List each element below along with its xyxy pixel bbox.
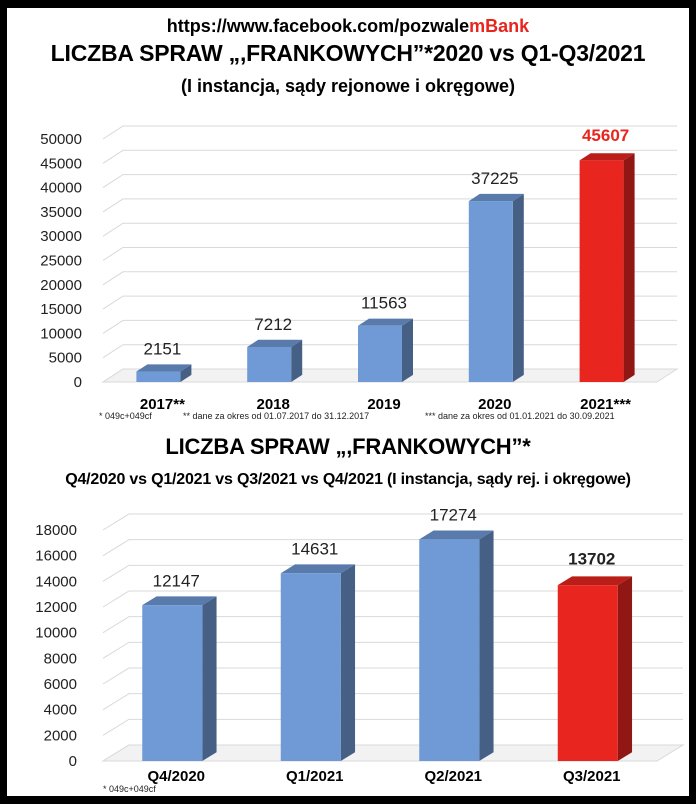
x-category-label: 2017**: [139, 396, 185, 413]
y-tick-label: 0: [68, 753, 77, 770]
y-tick-label: 4000: [43, 701, 77, 719]
chart2-plot: [7, 8, 689, 796]
x-category-label: 2020: [478, 396, 512, 413]
y-tick-label: 0: [73, 374, 82, 391]
y-tick-label: 18000: [35, 522, 77, 539]
x-category-label: 2018: [256, 396, 290, 413]
url-prefix: https://www.facebook.com/pozwale: [166, 16, 470, 36]
data-label: 14631: [291, 539, 339, 559]
footnote: *** dane za okres od 01.01.2021 do 30.09.2021: [425, 411, 615, 421]
chart1-title: LICZBA SPRAW „,FRANKOWYCH”*2020 vs Q1-Q3/2021: [50, 40, 646, 66]
bar-front: [558, 585, 618, 761]
y-tick-label: 35000: [40, 203, 82, 221]
bar-front: [142, 605, 202, 761]
chart2-subtitle: Q4/2020 vs Q1/2021 vs Q3/2021 vs Q4/2021 (I instancja, sądy rej. i okręgowe): [65, 471, 631, 488]
y-tick-label: 14000: [35, 573, 77, 591]
y-tick-label: 2000: [43, 727, 77, 745]
data-label: 17274: [429, 505, 477, 525]
y-tick-label: 15000: [40, 301, 82, 319]
y-tick-label: 10000: [35, 624, 77, 642]
data-label: 7212: [254, 314, 293, 334]
y-tick-label: 10000: [40, 325, 82, 343]
x-category-label: Q3/2021: [562, 768, 621, 785]
x-category-label: Q4/2020: [147, 768, 206, 785]
bar: [281, 564, 355, 761]
y-tick-label: 5000: [48, 349, 82, 367]
y-tick-label: 20000: [40, 276, 82, 294]
chart1-subtitle: (I instancja, sądy rejonowe i okręgowe): [180, 76, 516, 96]
x-category-label: 2021***: [580, 396, 632, 413]
y-tick-label: 16000: [35, 547, 77, 565]
bar: [558, 576, 632, 761]
data-label: 2151: [143, 339, 182, 359]
bar-side: [341, 564, 355, 761]
x-category-label: Q2/2021: [424, 768, 483, 785]
footnote: ** dane za okres od 01.07.2017 do 31.12.2017: [183, 411, 370, 421]
bar-side: [479, 531, 493, 761]
y-tick-label: 12000: [35, 599, 77, 616]
data-label: 11563: [360, 293, 408, 313]
y-tick-label: 30000: [40, 228, 82, 246]
y-tick-label: 40000: [40, 179, 82, 197]
bar-front: [419, 539, 479, 761]
bar-front: [281, 573, 341, 761]
x-category-label: Q1/2021: [285, 768, 344, 785]
bar-side: [618, 576, 632, 761]
bar: [142, 596, 216, 761]
url-brand: mBank: [469, 16, 530, 36]
data-label: 37225: [471, 168, 519, 188]
data-label: 45607: [581, 126, 630, 146]
bar: [419, 531, 493, 761]
y-tick-label: 45000: [40, 155, 82, 173]
x-category-label: 2019: [367, 396, 401, 413]
data-label: 12147: [152, 571, 200, 591]
y-tick-label: 8000: [43, 650, 77, 668]
bar-side: [202, 596, 216, 761]
y-tick-label: 50000: [40, 131, 82, 148]
y-tick-label: 25000: [40, 252, 82, 270]
chart2-title: LICZBA SPRAW „,FRANKOWYCH”*: [165, 434, 531, 459]
infographic-frame: [7, 8, 689, 796]
footnote: * 049c+049cf: [99, 411, 152, 421]
y-tick-label: 6000: [43, 676, 77, 693]
footnote: * 049c+049cf: [103, 784, 156, 794]
chart2-layer: [35, 506, 683, 794]
gridline: [103, 514, 683, 530]
data-label: 13702: [568, 549, 616, 569]
